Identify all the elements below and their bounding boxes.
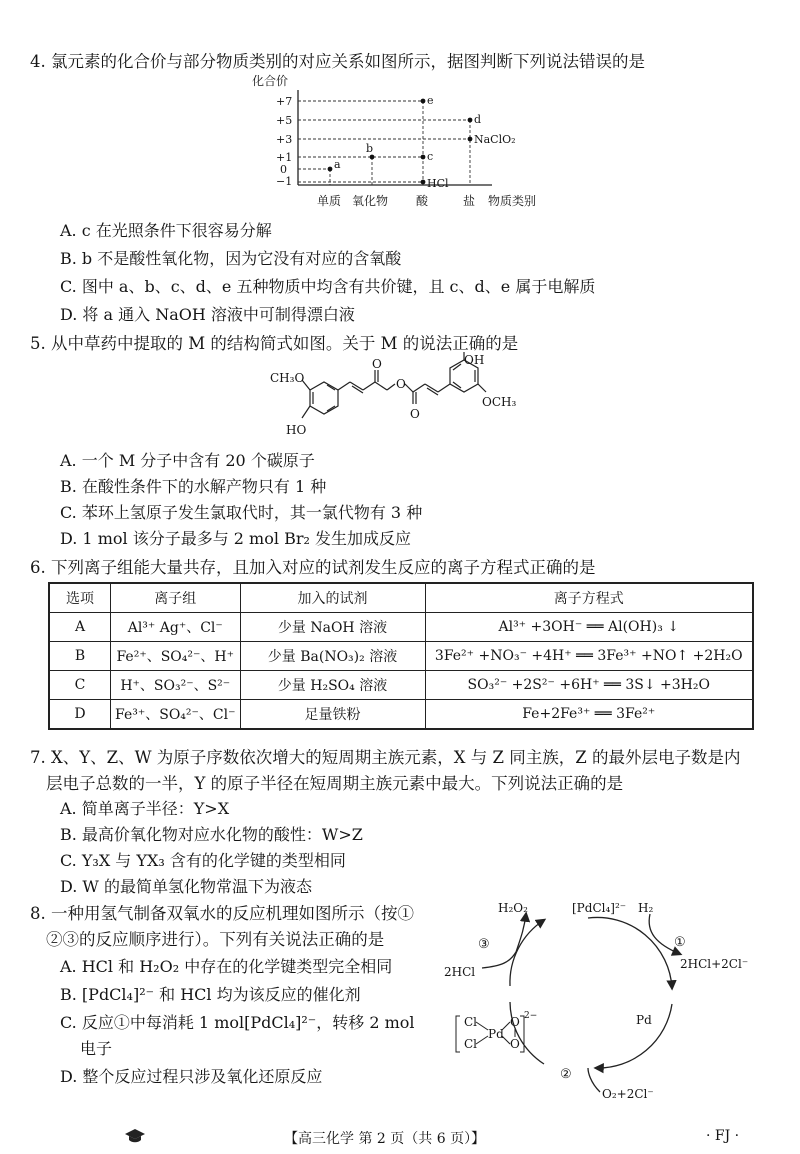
point-b xyxy=(370,155,375,160)
struct-oh-left: HO xyxy=(286,423,307,437)
struct-o-ester: O xyxy=(396,377,406,391)
y-tick-p3: +3 xyxy=(276,133,293,146)
header-option: 选项 xyxy=(49,583,111,613)
chart-y-label: 化合价 xyxy=(252,74,289,88)
complex-cl2: Cl xyxy=(464,1037,478,1051)
q7-option-c: C. Y₃X 与 YX₃ 含有的化学键的类型相同 xyxy=(60,851,346,870)
y-tick-0: 0 xyxy=(280,163,287,176)
q5-option-d: D. 1 mol 该分子最多与 2 mol Br₂ 发生加成反应 xyxy=(60,529,411,548)
y-tick-p7: +7 xyxy=(276,95,293,108)
q8-stem-line2: ②③的反应顺序进行）。下列有关说法正确的是 xyxy=(46,930,385,949)
complex-charge: 2− xyxy=(524,1011,538,1021)
cycle-step3: ③ xyxy=(478,937,490,952)
q7-option-b: B. 最高价氧化物对应水化物的酸性：W>Z xyxy=(60,825,363,844)
q7-stem-line2: 层电子总数的一半，Y 的原子半径在短周期主族元素中最大。下列说法正确的是 xyxy=(46,774,624,793)
struct-och3-left: CH₃O xyxy=(270,371,305,385)
header-equation: 离子方程式 xyxy=(425,583,753,613)
cell-ions: H⁺、SO₃²⁻、S²⁻ xyxy=(111,671,241,700)
q5-stem: 5. 从中草药中提取的 M 的结构简式如图。关于 M 的说法正确的是 xyxy=(30,334,519,353)
label-a: a xyxy=(334,158,341,171)
complex-o1: O xyxy=(510,1015,520,1029)
struct-och3-right: OCH₃ xyxy=(482,395,517,409)
q7-stem-line1: 7. X、Y、Z、W 为原子序数依次增大的短周期主族元素，X 与 Z 同主族，Z 的最外层电子数是内 xyxy=(30,748,741,767)
cell-ions: Al³⁺ Ag⁺、Cl⁻ xyxy=(111,613,241,642)
q8-option-b: B. [PdCl₄]²⁻ 和 HCl 均为该反应的催化剂 xyxy=(60,985,361,1004)
label-hcl: HCl xyxy=(427,177,449,190)
struct-oh-right: OH xyxy=(464,353,485,367)
table-row xyxy=(49,613,753,642)
label-naclo2: NaClO₂ xyxy=(474,133,516,146)
q5-structure xyxy=(268,352,538,444)
cycle-h2: H₂ xyxy=(638,901,654,915)
label-c: c xyxy=(427,150,434,163)
q8-cycle-diagram xyxy=(440,892,770,1102)
table-row xyxy=(49,642,753,671)
cycle-pd: Pd xyxy=(636,1013,652,1027)
x-tick-salt: 盐 xyxy=(463,194,476,208)
point-c xyxy=(421,155,426,160)
q4-option-b: B. b 不是酸性氧化物，因为它没有对应的含氧酸 xyxy=(60,249,402,268)
cell-option: C xyxy=(49,671,111,700)
table-row xyxy=(49,671,753,700)
header-ions: 离子组 xyxy=(111,583,241,613)
x-tick-element: 单质 xyxy=(317,194,342,208)
q4-stem: 4. 氯元素的化合价与部分物质类别的对应关系如图所示，据图判断下列说法错误的是 xyxy=(30,52,645,71)
label-d: d xyxy=(474,113,482,126)
label-e: e xyxy=(427,94,434,107)
table-header-row xyxy=(49,583,753,613)
cell-equation: Al³⁺ +3OH⁻ ══ Al(OH)₃ ↓ xyxy=(425,613,753,642)
complex-o2: O xyxy=(510,1037,520,1051)
q5-option-a: A. 一个 M 分子中含有 20 个碳原子 xyxy=(60,451,315,470)
cycle-h2o2: H₂O₂ xyxy=(498,901,528,915)
cell-equation: Fe+2Fe³⁺ ══ 3Fe²⁺ xyxy=(425,700,753,730)
cell-option: A xyxy=(49,613,111,642)
q5-option-b: B. 在酸性条件下的水解产物只有 1 种 xyxy=(60,477,327,496)
y-tick-m1: −1 xyxy=(276,175,293,188)
cell-reagent: 少量 NaOH 溶液 xyxy=(240,613,425,642)
cycle-2hcl: 2HCl xyxy=(444,965,476,979)
q8-option-d: D. 整个反应过程只涉及氧化还原反应 xyxy=(60,1067,323,1086)
x-axis-label: 物质类别 xyxy=(488,194,537,208)
cycle-step2: ② xyxy=(560,1067,572,1082)
cell-ions: Fe³⁺、SO₄²⁻、Cl⁻ xyxy=(111,700,241,730)
point-a xyxy=(328,167,333,172)
x-tick-oxide: 氧化物 xyxy=(352,194,389,208)
y-tick-p1: +1 xyxy=(276,151,293,164)
cell-ions: Fe²⁺、SO₄²⁻、H⁺ xyxy=(111,642,241,671)
header-reagent: 加入的试剂 xyxy=(240,583,425,613)
struct-o-ketone: O xyxy=(372,357,382,371)
q6-table xyxy=(48,582,754,730)
graduation-cap-icon xyxy=(124,1128,146,1144)
q4-option-a: A. c 在光照条件下很容易分解 xyxy=(60,221,272,240)
q6-stem: 6. 下列离子组能大量共存，且加入对应的试剂发生反应的离子方程式正确的是 xyxy=(30,558,596,577)
cycle-o2-2cl: O₂+2Cl⁻ xyxy=(602,1087,654,1101)
table-row xyxy=(49,700,753,730)
point-d xyxy=(468,118,473,123)
struct-o-carbonyl: O xyxy=(410,407,420,421)
cell-equation: SO₃²⁻ +2S²⁻ +6H⁺ ══ 3S↓ +3H₂O xyxy=(425,671,753,700)
x-tick-acid: 酸 xyxy=(416,194,429,208)
cycle-pdcl4: [PdCl₄]²⁻ xyxy=(572,901,627,915)
q8-stem-line1: 8. 一种用氢气制备双氧水的反应机理如图所示（按① xyxy=(30,904,414,923)
cell-reagent: 少量 H₂SO₄ 溶液 xyxy=(240,671,425,700)
cycle-2hcl-2cl: 2HCl+2Cl⁻ xyxy=(680,957,749,971)
point-naclo2 xyxy=(468,137,473,142)
q4-option-d: D. 将 a 通入 NaOH 溶液中可制得漂白液 xyxy=(60,305,355,324)
footer-region-code: · FJ · xyxy=(706,1128,740,1144)
q4-option-c: C. 图中 a、b、c、d、e 五种物质中均含有共价键，且 c、d、e 属于电解质 xyxy=(60,277,596,296)
footer-page-info: 【高三化学 第 2 页（共 6 页）】 xyxy=(284,1131,486,1147)
label-b: b xyxy=(366,142,374,155)
q7-option-d: D. W 的最简单氢化物常温下为液态 xyxy=(60,877,312,896)
q8-option-c-cont: 电子 xyxy=(80,1039,113,1058)
cell-reagent: 少量 Ba(NO₃)₂ 溶液 xyxy=(240,642,425,671)
complex-pd: Pd xyxy=(488,1027,504,1041)
point-hcl xyxy=(421,180,426,185)
cell-reagent: 足量铁粉 xyxy=(240,700,425,730)
cell-option: D xyxy=(49,700,111,730)
complex-cl1: Cl xyxy=(464,1015,478,1029)
y-tick-p5: +5 xyxy=(276,114,293,127)
cycle-step1: ① xyxy=(674,935,686,950)
cell-option: B xyxy=(49,642,111,671)
q5-option-c: C. 苯环上氢原子发生氯取代时，其一氯代物有 3 种 xyxy=(60,503,423,522)
cell-equation: 3Fe²⁺ +NO₃⁻ +4H⁺ ══ 3Fe³⁺ +NO↑ +2H₂O xyxy=(425,642,753,671)
q8-option-a: A. HCl 和 H₂O₂ 中存在的化学键类型完全相同 xyxy=(60,957,393,976)
point-e xyxy=(421,99,426,104)
q8-option-c: C. 反应①中每消耗 1 mol[PdCl₄]²⁻，转移 2 mol xyxy=(60,1013,415,1032)
q7-option-a: A. 简单离子半径：Y>X xyxy=(60,799,230,818)
q4-valence-chart xyxy=(250,72,560,222)
